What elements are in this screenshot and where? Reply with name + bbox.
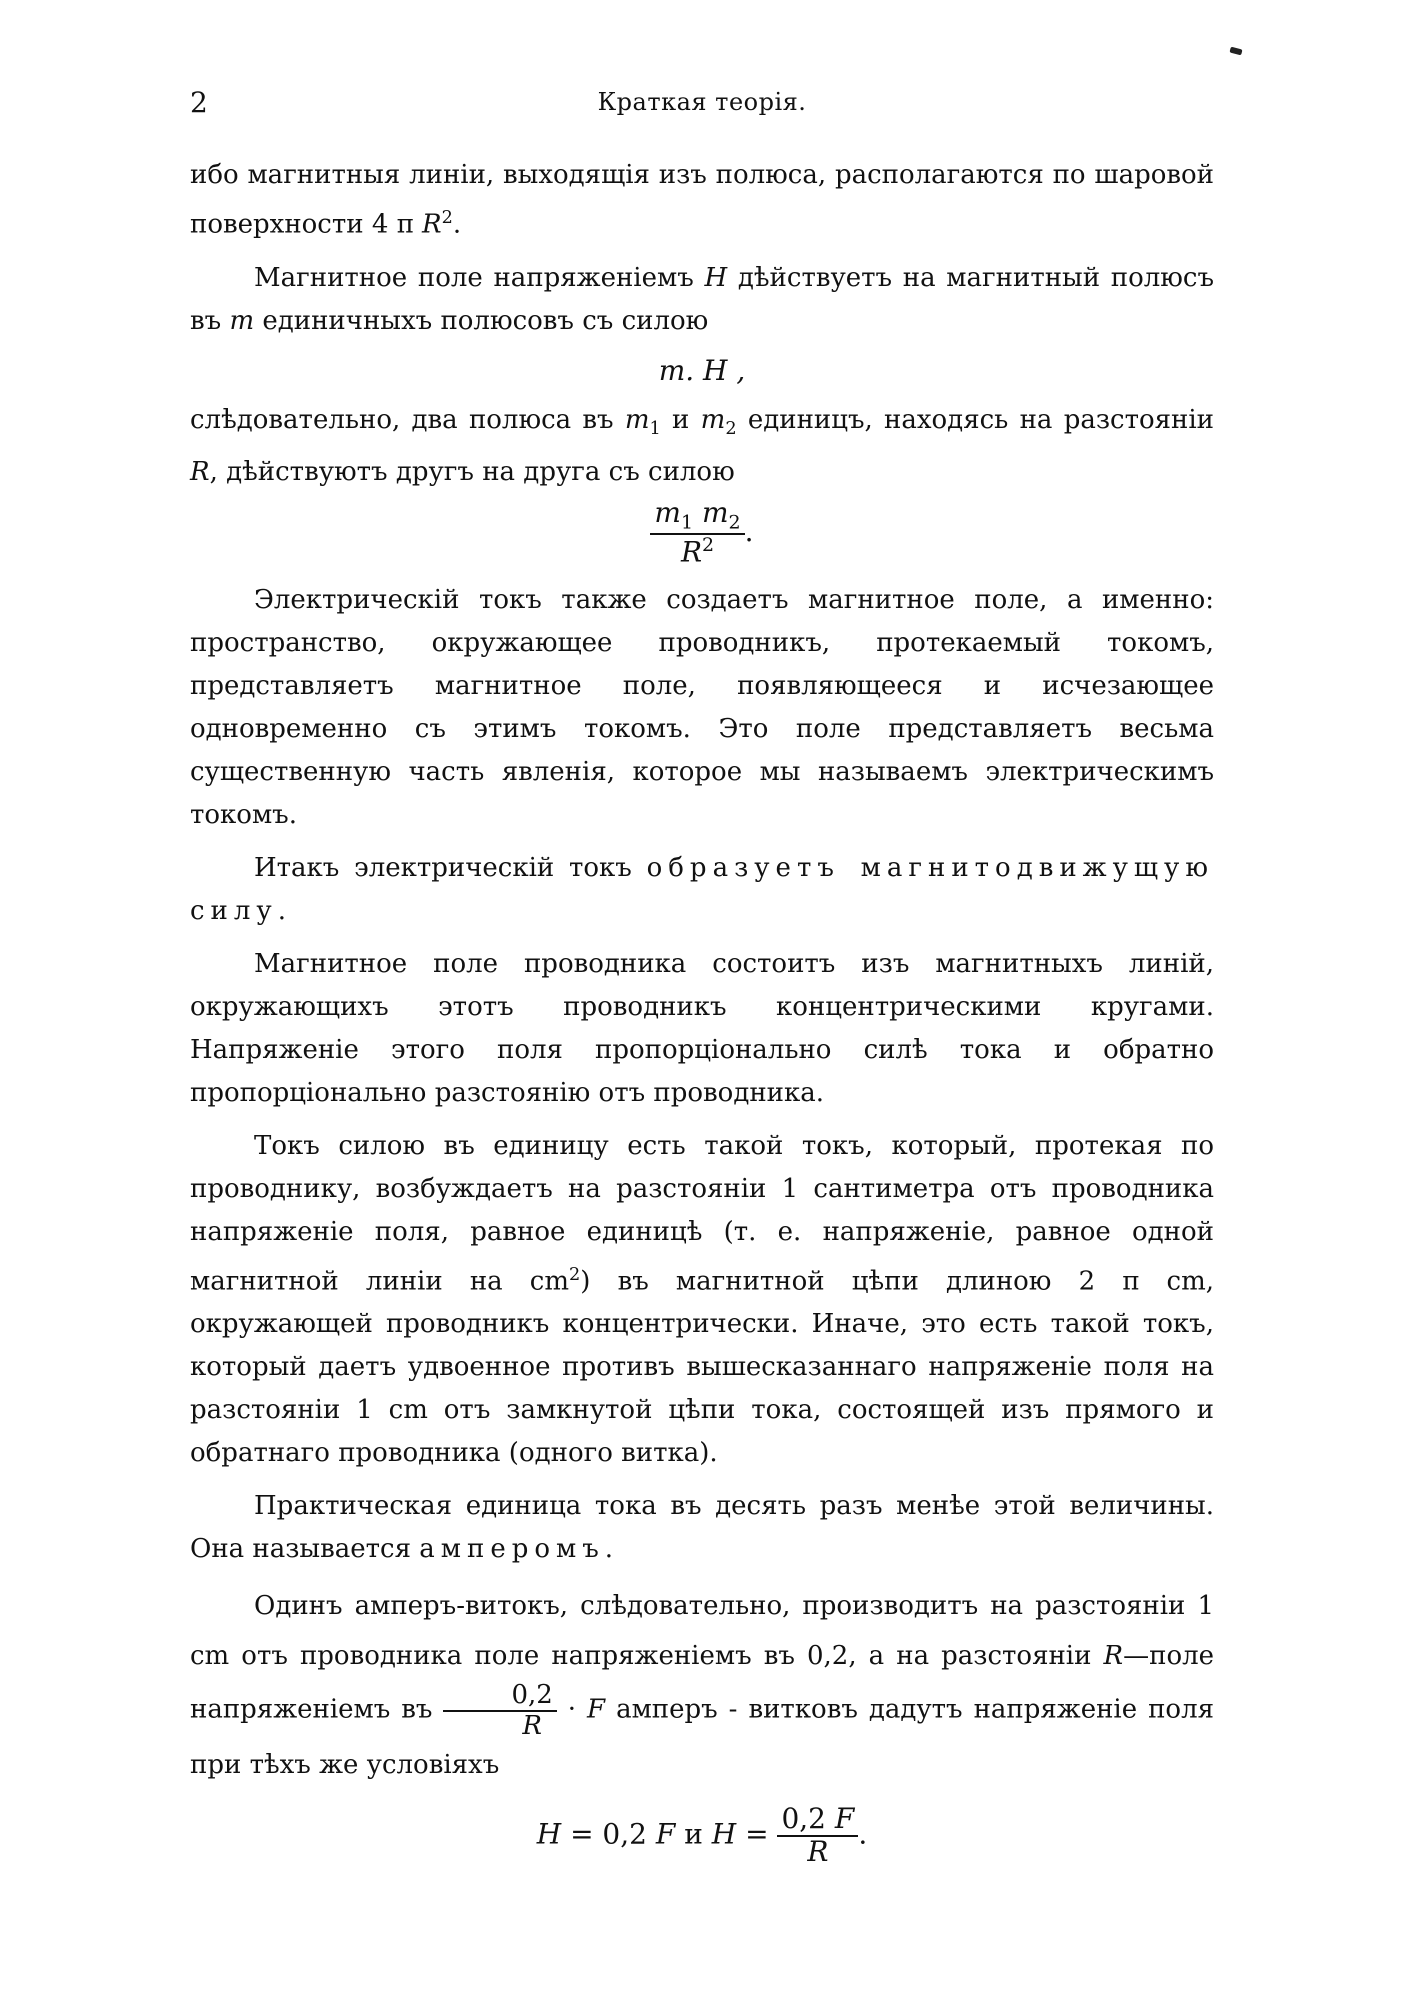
paragraph-5: Итакъ электрическій токъ образуетъ магнитодвижущую силу. xyxy=(190,852,1214,926)
ink-speck xyxy=(1229,47,1242,56)
fraction: $\frac{m_1 m_2}{R^2}$ xyxy=(650,498,744,569)
fraction: $\frac{0,2}{R}$ xyxy=(443,1681,556,1740)
formula-field-strength: H = 0,2 F и H = $\frac{0,2 F}{R}$ . xyxy=(536,1802,868,1869)
formula-coulomb: $\frac{m_1 m_2}{R^2}$ . xyxy=(190,498,1214,569)
paragraph-9: Одинъ амперъ-витокъ, слѣдовательно, производитъ на разстояніи 1 cm отъ проводника поле напряженіемъ въ 0,2, а на разстояніи R—поле напряженіемъ въ $\frac{0,2}{R}$ · F амперъ - витковъ дадутъ напряженіе поля при тѣхъ же условіяхъ xyxy=(190,1591,1215,1781)
page-number: 2 xyxy=(190,86,208,119)
page-body xyxy=(190,154,1214,1872)
paragraph-1: ибо магнитныя линіи, выходящія изъ полюса, располагаются по шаровой поверхности 4 π $R^2$. xyxy=(190,160,1214,240)
paragraph-4: Электрическій токъ также создаетъ магнитное поле, а именно: пространство, окружающее проводникъ, протекаемый токомъ, представляетъ магнитное поле, появляющееся и исчезающее одновременно съ этимъ токомъ. Это поле представляетъ весьма существенную часть явленія, которое мы называемъ электрическимъ токомъ. xyxy=(190,584,1214,830)
page-header xyxy=(190,86,1214,126)
paragraph-2: Магнитное поле напряженіемъ H дѣйствуетъ на магнитный полюсъ въ m единичныхъ полюсовъ съ силою xyxy=(190,262,1214,336)
book-page xyxy=(190,0,1214,1999)
paragraph-8: Практическая единица тока въ десять разъ менѣе этой величины. Она называется амперомъ. xyxy=(190,1491,1214,1565)
running-head: Краткая теорія. xyxy=(597,88,807,116)
paragraph-7: Токъ силою въ единицу есть такой токъ, который, протекая по проводнику, возбуждаетъ на разстояніи 1 сантиметра отъ проводника напряженіе поля, равное единицѣ (т. е. напряженіе, равное одной магнитной линіи на $cm^2$) въ магнитной цѣпи длиною 2 π cm, окружающей проводникъ концентрически. Иначе, это есть такой токъ, который даетъ удвоенное противъ вышесказаннаго напряженіе поля на разстояніи 1 cm отъ замкнутой цѣпи тока, состоящей изъ прямого и обратнаго проводника (одного витка). xyxy=(190,1130,1215,1469)
formula-force-field: m. H , xyxy=(658,353,746,387)
paragraph-6: Магнитное поле проводника состоитъ изъ магнитныхъ линій, окружающихъ этотъ проводникъ концентрическими кругами. Напряженіе этого поля пропорціонально силѣ тока и обратно пропорціонально разстоянію отъ проводника. xyxy=(190,948,1214,1108)
fraction: $\frac{0,2 F}{R}$ xyxy=(777,1804,858,1868)
paragraph-3: слѣдовательно, два полюса въ $m_1$ и $m_2$ единицъ, находясь на разстояніи R, дѣйствуютъ другъ на друга съ силою xyxy=(190,404,1214,487)
